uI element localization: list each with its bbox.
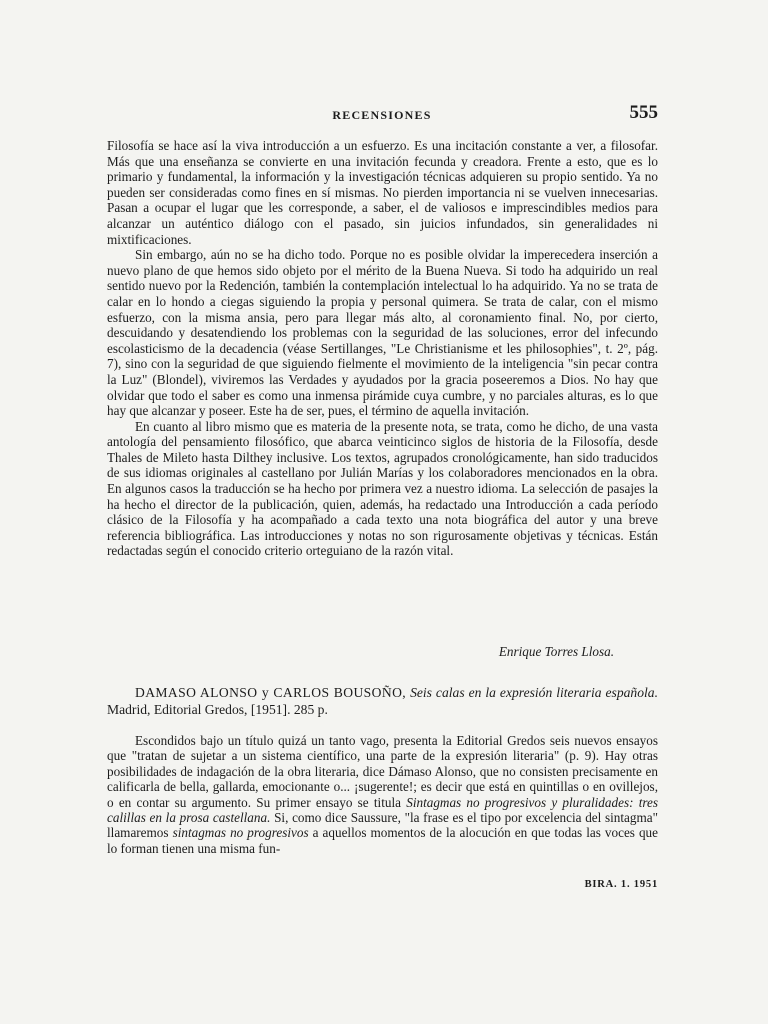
review-paragraph <box>107 733 658 856</box>
review-italic-term: sintagmas no progresivos <box>172 825 309 841</box>
footer-signature-mark: BIRA. 1. 1951 <box>584 879 658 890</box>
review-book-title: Seis calas en la expresión literaria española. <box>410 685 658 700</box>
paragraph-2: Sin embargo, aún no se ha dicho todo. Porque no es posible olvidar la imperecedera inserción a nuevo plano de que hemos sido objeto por el mérito de la Buena Nueva. Si todo ha adquirido un real sentido nuevo por la Redención, también la contemplación intelectual lo ha adquirido. Ya no se trata de calar en lo hondo a ciegas siguiendo la propia y personal quimera. Se trata de calar, con el mismo esfuerzo, con la misma ansia, pero para llegar más alto, al coronamiento final. No, por cierto, descuidando y desatendiendo los problemas con la seguridad de las soluciones, error del infecundo escolasticismo de la decadencia (véase Sertillanges, "Le Christianisme et les philosophies", t. 2º, pág. 7), sino con la seguridad de que siguiendo fielmente el movimiento de la inteligencia "sin pecar contra la Luz" (Blondel), viviremos las Verdades y ayudados por la gracia poseeremos a Dios. No hay que olvidar que todo el saber es como una inmensa pirámide cuya cumbre, y no parciales alturas, es lo que hay que alcanzar y poseer. Este ha de ser, pues, el término de aquella invitación. <box>107 247 658 419</box>
review-text-part-3: a aquellos momentos de la alocución en que todas las voces que lo forman tienen una misma fun- <box>107 825 658 856</box>
paragraph-3: En cuanto al libro mismo que es materia de la presente nota, se trata, como he dicho, de una vasta antología del pensamiento filosófico, que abarca veinticinco siglos de historia de la Filosofía, desde Thales de Mileto hasta Dilthey inclusive. Los textos, agrupados cronológicamente, han sido traducidos de sus idiomas originales al castellano por Julián Marías y los colaboradores mencionados en la obra. En algunos casos la traducción se ha hecho por primera vez a nuestro idioma. La selección de pasajes la ha hecho el director de la publicación, quien, además, ha redactado una Introducción a cada período clásico de la Filosofía y ha acompañado a cada texto una nota biográfica del autor y una breve referencia bibliográfica. Las introducciones y notas no son rigurosamente objetivas y técnicas. Están redactadas según el conocido criterio orteguiano de la razón vital. <box>107 418 658 559</box>
review-italic-title: Sintagmas no progresivos y pluralidades: tres calillas en la prosa castellana. <box>107 794 658 826</box>
review-text-part-2: Si, como dice Saussure, "la frase es el tipo por excelencia del sintagma" llamaremos <box>107 810 659 841</box>
paragraph-1: Filosofía se hace así la viva introducción a un esfuerzo. Es una incitación constante a ver, a filosofar. Más que una enseñanza se convierte en una invitación fecunda y creadora. Frente a esto, que es lo primario y fundamental, la información y la investigación técnicas adquieren su propio sentido. Ya no pueden ser consideradas como fines en sí mismas. No pierden importancia ni se vuelven innecesarias. Pasan a ocupar el lugar que les corresponde, a saber, el de valiosos e imprescindibles medios para alcanzar un auténtico diálogo con el pasado, sin juicios infundados, sin generalidades ni mixtificaciones. <box>107 138 658 247</box>
review-heading <box>107 684 658 718</box>
review-imprint: Madrid, Editorial Gredos, [1951]. 285 p. <box>107 702 328 717</box>
running-title: RECENSIONES <box>332 108 432 122</box>
review-text-part-1: Escondidos bajo un título quizá un tanto vago, presenta la Editorial Gredos seis nuevos ensayos que "tratan de sujetar a un sistema científico, una parte de la expresión literaria" (p. 9). Hay otras posibilidades de indagación de la obra literaria, dice Dámaso Alonso, que no consisten precisamente en calificarla de bella, gallarda, emocionante o... ¡sugerente!; es decir que está en quintillas o en ovillejos, o en contar su argumento. Su primer ensayo se titula <box>107 733 658 810</box>
review-text-body <box>107 138 658 559</box>
page-number: 555 <box>629 102 658 123</box>
reviewer-signature: Enrique Torres Llosa. <box>498 644 614 659</box>
review-authors: DAMASO ALONSO y CARLOS BOUSOÑO, <box>135 685 407 700</box>
review-body <box>107 733 658 856</box>
running-header <box>106 102 658 126</box>
